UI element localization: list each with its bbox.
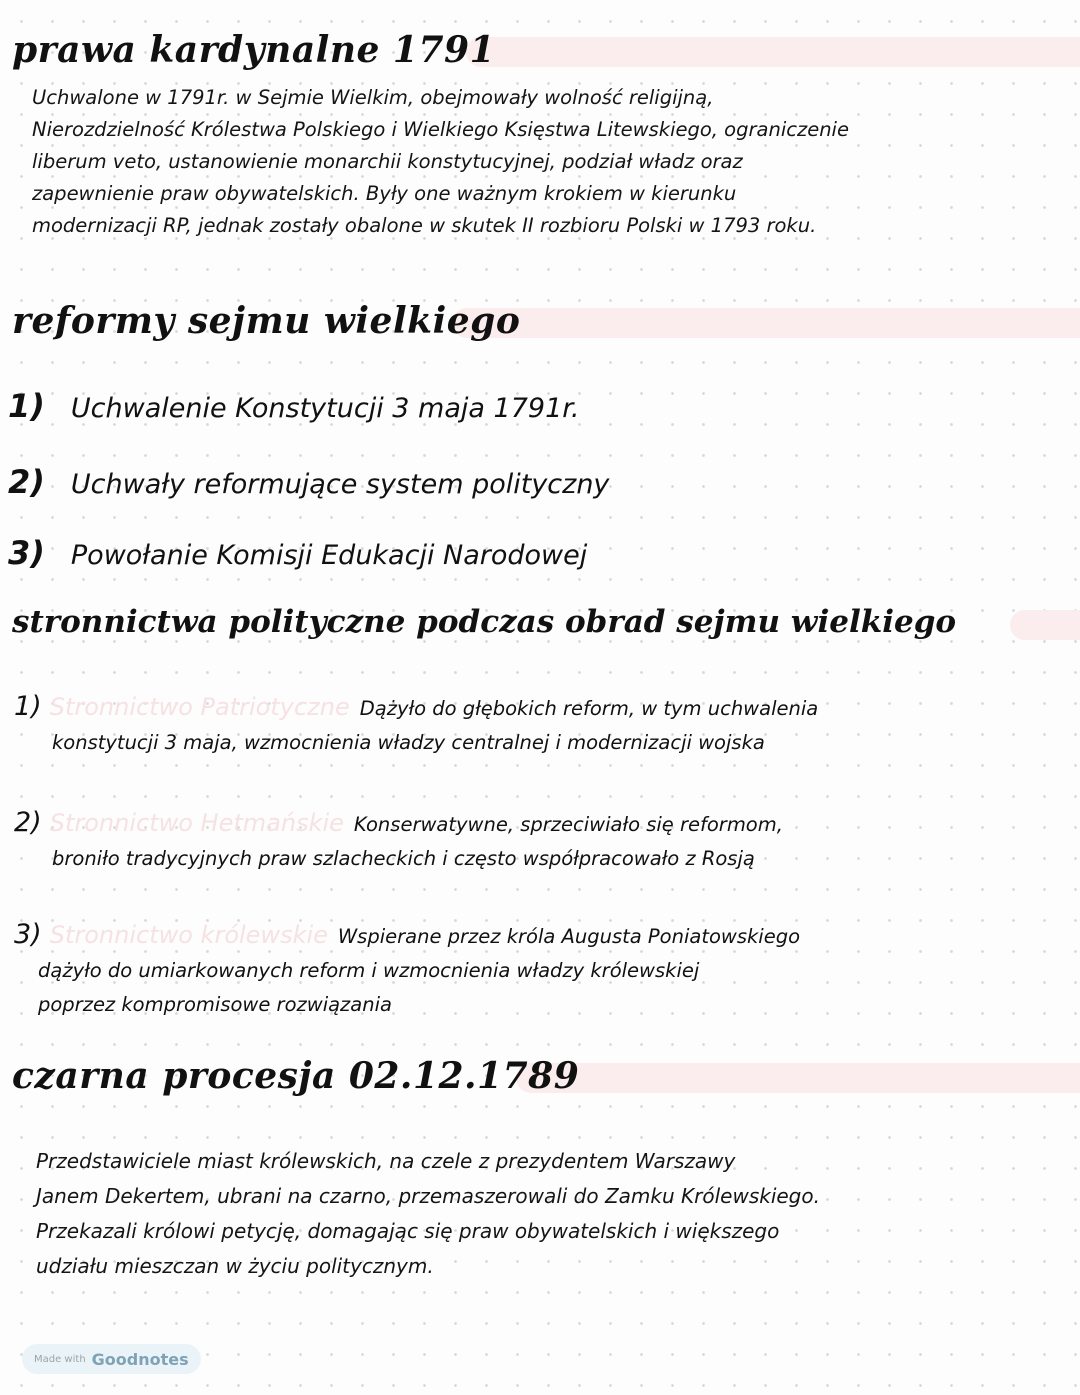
faction-item	[14, 806, 783, 876]
faction-item	[14, 690, 818, 760]
paragraph-prawa-kardynalne	[32, 82, 849, 242]
text-line: Uchwalone w 1791r. w Sejmie Wielkim, obejmowały wolność religijną,	[32, 86, 714, 109]
faction-name: Stronnictwo królewskie	[49, 921, 328, 949]
faction-text: Konserwatywne, sprzeciwiało się reformom,	[353, 813, 783, 836]
badge-brand: Goodnotes	[91, 1349, 189, 1369]
paragraph-czarna-procesja	[36, 1144, 820, 1284]
badge-made-with: Made with	[34, 1353, 86, 1365]
faction-text: Dążyło do głębokich reform, w tym uchwalenia	[359, 697, 819, 720]
faction-line: poprzez kompromisowe rozwiązania	[38, 993, 392, 1016]
list-item	[8, 462, 609, 505]
heading-stronnictwa: stronnictwa polityczne podczas obrad sejmu wielkiego	[12, 604, 957, 640]
text-line: Przekazali królowi petycję, domagając się praw obywatelskich i większego	[36, 1219, 780, 1243]
list-number: 1)	[8, 387, 45, 425]
text-line: Janem Dekertem, ubrani na czarno, przemaszerowali do Zamku Królewskiego.	[36, 1184, 820, 1208]
heading-highlight	[1010, 610, 1080, 640]
faction-line	[14, 918, 800, 954]
faction-line	[14, 690, 818, 726]
list-number: 3)	[8, 534, 45, 572]
list-text: Powołanie Komisji Edukacji Narodowej	[70, 540, 588, 571]
list-text: Uchwalenie Konstytucji 3 maja 1791r.	[70, 393, 580, 424]
text-line: udziału mieszczan w życiu politycznym.	[36, 1254, 434, 1278]
text-line: Przedstawiciele miast królewskich, na czele z prezydentem Warszawy	[36, 1149, 736, 1173]
heading-czarna-procesja: czarna procesja 02.12.1789	[12, 1055, 580, 1097]
faction-line: dążyło do umiarkowanych reform i wzmocnienia władzy królewskiej	[38, 959, 700, 982]
faction-number: 2)	[14, 807, 42, 838]
heading-reformy-sejmu: reformy sejmu wielkiego	[12, 300, 521, 342]
faction-number: 3)	[14, 919, 42, 950]
faction-line: konstytucji 3 maja, wzmocnienia władzy centralnej i modernizacji wojska	[52, 731, 765, 754]
faction-item	[14, 918, 800, 1022]
list-number: 2)	[8, 463, 45, 501]
faction-name: Stronnictwo Hetmańskie	[49, 809, 344, 837]
text-line: liberum veto, ustanowienie monarchii konstytucyjnej, podział władz oraz	[32, 150, 743, 173]
text-line: zapewnienie praw obywatelskich. Były one ważnym krokiem w kierunku	[32, 182, 737, 205]
goodnotes-badge[interactable]	[22, 1344, 201, 1374]
faction-line: broniło tradycyjnych praw szlacheckich i często współpracowało z Rosją	[52, 847, 755, 870]
list-item	[8, 533, 587, 576]
text-line: modernizacji RP, jednak zostały obalone w skutek II rozbioru Polski w 1793 roku.	[32, 214, 817, 237]
list-item	[8, 386, 579, 429]
list-text: Uchwały reformujące system polityczny	[70, 469, 610, 500]
heading-highlight	[466, 37, 1080, 67]
heading-prawa-kardynalne: prawa kardynalne 1791	[12, 29, 496, 71]
text-line: Nierozdzielność Królestwa Polskiego i Wielkiego Księstwa Litewskiego, ograniczenie	[32, 118, 849, 141]
heading-highlight	[452, 308, 1080, 338]
faction-text: Wspierane przez króla Augusta Poniatowskiego	[337, 925, 801, 948]
faction-number: 1)	[14, 691, 42, 722]
heading-highlight	[516, 1063, 1080, 1093]
faction-name: Stronnictwo Patriotyczne	[49, 693, 350, 721]
faction-line	[14, 806, 783, 842]
